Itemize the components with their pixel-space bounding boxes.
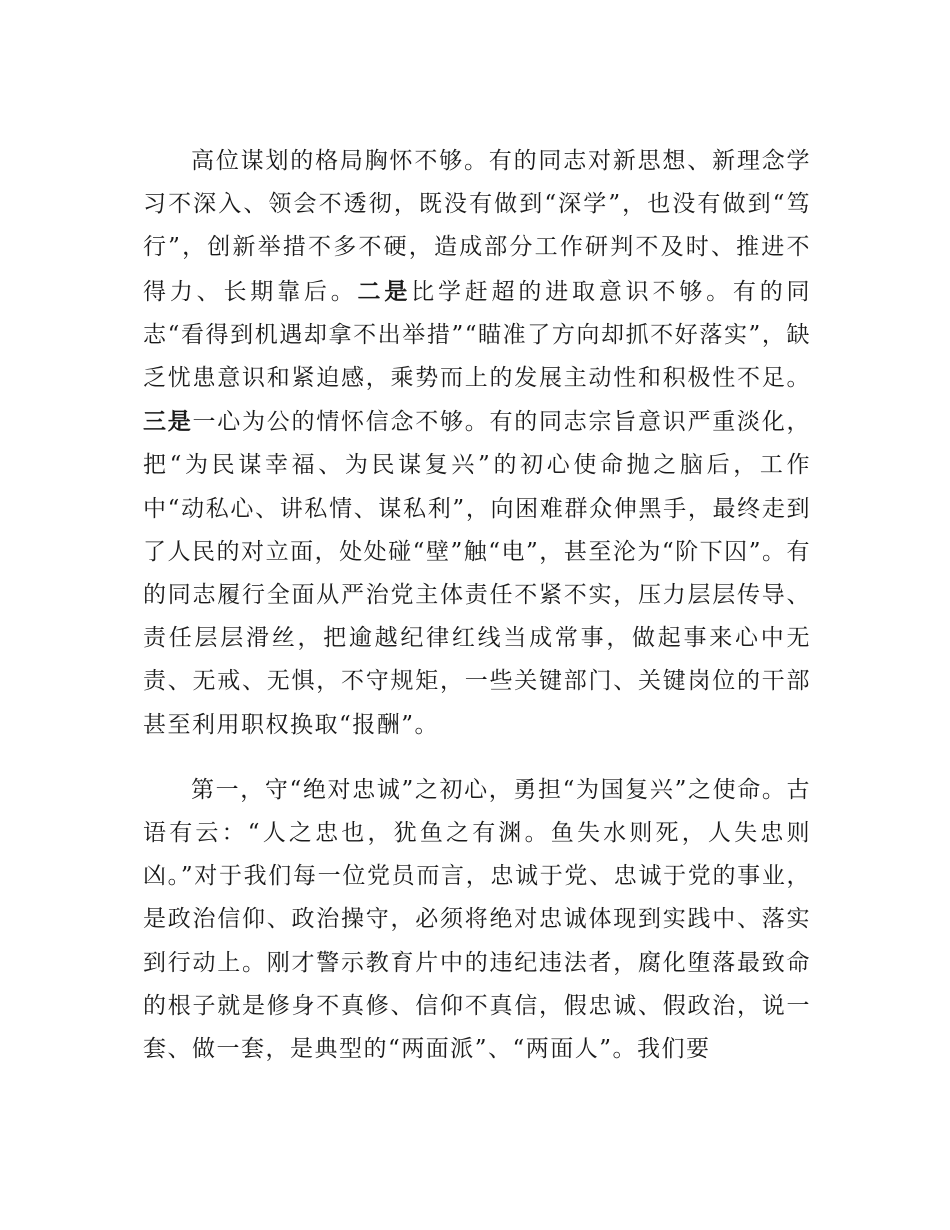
point-label-second: 二是	[357, 277, 412, 305]
paragraph-text-third: 一心为公的情怀信念不够。有的同志宗旨意识严重淡化，把“为民谋幸福、为民谋复兴”的初心使命抛之脑后，工作中“动私心、讲私情、谋私利”，向困难群众伸黑手，最终走到了人民的对立面，处处碰“壁”触“电”，甚至沦为“阶下囚”。有的同志履行全面从严治党主体责任不紧不实，压力层层传导、责任层层滑丝，把逾越纪律红线当成常事，做起事来心中无责、无戒、无惧，不守规矩，一些关键部门、关键岗位的干部甚至利用职权换取“报酬”。	[143, 409, 811, 738]
document-body	[143, 140, 811, 1071]
point-label-third: 三是	[143, 408, 193, 436]
paragraph-text-second: 比学赶超的进取意识不够。有的同志“看得到机遇却拿不出举措”“瞄准了方向却抓不好落实”，缺乏忧患意识和紧迫感，乘势而上的发展主动性和积极性不足。	[143, 278, 811, 392]
paragraph-text-intro: 高位谋划的格局胸怀不够。有的同志对新思想、新理念学习不深入、领会不透彻，既没有做到“深学”，也没有做到“笃行”，创新举措不多不硬，造成部分工作研判不及时、推进不得力、长期靠后。	[143, 148, 811, 305]
paragraph-first-loyalty: 第一，守“绝对忠诚”之初心，勇担“为国复兴”之使命。古语有云：“人之忠也，犹鱼之有渊。鱼失水则死，人失忠则凶。”对于我们每一位党员而言，忠诚于党、忠诚于党的事业，是政治信仰、政治操守，必须将绝对忠诚体现到实践中、落实到行动上。刚才警示教育片中的违纪违法者，腐化堕落最致命的根子就是修身不真修、信仰不真信，假忠诚、假政治，说一套、做一套，是典型的“两面派”、“两面人”。我们要	[143, 776, 811, 1063]
paragraph-shortcomings	[143, 140, 811, 747]
